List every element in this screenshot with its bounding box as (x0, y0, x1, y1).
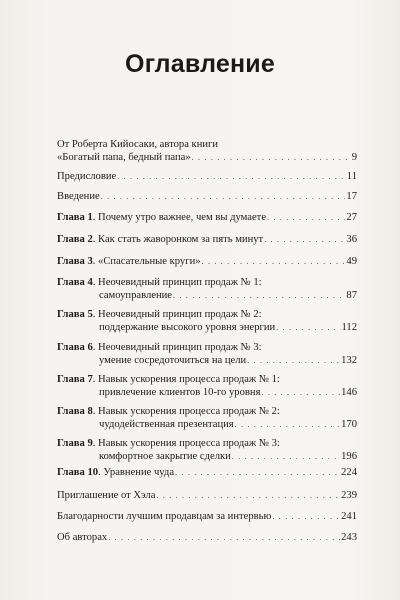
toc-page-number: 239 (341, 490, 357, 501)
chapter-number: Глава 9 (57, 438, 93, 449)
toc-entry-text: . Навык ускорения процесса продаж № 3: (92, 438, 280, 449)
toc-entry-text: От Роберта Кийосаки, автора книги (57, 139, 219, 150)
toc-entry-text: . Уравнение чуда (98, 467, 175, 478)
dot-leader (272, 511, 340, 524)
toc-entry-text: Благодарности лучшим продавцам за интервью (57, 511, 272, 522)
toc-entry-text: . Неочевидный принцип продаж № 2: (92, 309, 262, 320)
chapter-number: Глава 5 (57, 309, 93, 320)
dot-leader (247, 355, 340, 368)
toc-entry-text: привлечение клиентов 10-го уровня (99, 386, 261, 398)
toc-entry-chapter-3[interactable] (57, 256, 357, 269)
dot-leader (156, 490, 340, 503)
chapter-number: Глава 3 (57, 256, 93, 267)
toc-entry-text: . Как стать жаворонком за пять минут (92, 234, 264, 245)
toc-page-number: 9 (351, 151, 357, 163)
toc-page-number: 224 (341, 467, 357, 478)
toc-entry-chapter-1[interactable] (57, 212, 357, 225)
toc-entry-text: самоуправление (99, 289, 172, 301)
toc-entry-chapter-7[interactable] (57, 374, 357, 400)
dot-leader (117, 171, 346, 184)
toc-entry-text: «Богатый папа, бедный папа» (57, 151, 191, 163)
toc-page-number: 243 (341, 532, 357, 543)
dot-leader (101, 191, 346, 204)
toc-page-number: 36 (346, 234, 357, 245)
chapter-number: Глава 10 (57, 467, 99, 478)
chapter-number: Глава 6 (57, 342, 93, 353)
chapter-number: Глава 4 (57, 277, 93, 288)
toc-entry-chapter-2[interactable] (57, 234, 357, 247)
toc-page-number: 241 (341, 511, 357, 522)
toc-entry-text: умение сосредоточиться на цели (99, 354, 247, 366)
dot-leader (173, 290, 345, 303)
toc-entry-acknowledgements[interactable] (57, 511, 357, 524)
dot-leader (235, 419, 340, 432)
toc-page-number: 170 (341, 418, 357, 430)
toc-entry-text: . Навык ускорения процесса продаж № 2: (92, 406, 280, 417)
toc-entry-text: Об авторах (57, 532, 108, 543)
dot-leader (261, 387, 340, 400)
toc-entry-introduction[interactable] (57, 191, 357, 204)
toc-entry-chapter-10[interactable] (57, 467, 357, 480)
toc-entry-text: поддержание высокого уровня энергии (99, 321, 276, 333)
toc-entry-text: . Неочевидный принцип продаж № 3: (92, 342, 262, 353)
chapter-number: Глава 8 (57, 406, 93, 417)
toc-page-number: 146 (341, 386, 357, 398)
dot-leader (202, 256, 346, 269)
toc-page-number: 11 (346, 171, 357, 182)
toc-entry-text: чудодейственная презентация (99, 418, 234, 430)
toc-page-number: 49 (346, 256, 357, 267)
toc-entry-chapter-8[interactable] (57, 406, 357, 432)
toc-entry-foreword-kiyosaki[interactable] (57, 139, 357, 165)
toc-entry-text: . Навык ускорения процесса продаж № 1: (92, 374, 280, 385)
page-title: Оглавление (125, 50, 275, 78)
toc-entry-text: Предисловие (57, 171, 117, 182)
dot-leader (175, 467, 340, 480)
toc-page-number: 87 (346, 289, 357, 301)
dot-leader (232, 451, 340, 464)
chapter-number: Глава 7 (57, 374, 93, 385)
toc-page-number: 196 (341, 450, 357, 462)
toc-page-number: 17 (346, 191, 357, 202)
chapter-number: Глава 2 (57, 234, 93, 245)
toc-page-number: 27 (346, 212, 357, 223)
toc-entry-text: . Неочевидный принцип продаж № 1: (92, 277, 262, 288)
dot-leader (108, 532, 340, 545)
toc-entry-chapter-4[interactable] (57, 277, 357, 303)
toc-entry-text: комфортное закрытие сделки (99, 450, 231, 462)
dot-leader (192, 152, 351, 165)
toc-entry-text: Приглашение от Хэла (57, 490, 156, 501)
toc-entry-text: Введение (57, 191, 100, 202)
dot-leader (264, 234, 345, 247)
toc-entry-about-authors[interactable] (57, 532, 357, 545)
toc-entry-invitation[interactable] (57, 490, 357, 503)
toc-entry-chapter-6[interactable] (57, 342, 357, 368)
toc-entry-preface[interactable] (57, 171, 357, 184)
toc-page-number: 132 (341, 354, 357, 366)
toc-entry-chapter-5[interactable] (57, 309, 357, 335)
toc-page-number: 112 (341, 321, 357, 333)
dot-leader (267, 212, 345, 225)
chapter-number: Глава 1 (57, 212, 93, 223)
toc-entry-chapter-9[interactable] (57, 438, 357, 464)
dot-leader (276, 322, 340, 335)
toc-entry-text: . Почему утро важнее, чем вы думаете (92, 212, 267, 223)
toc-entry-text: . «Спасательные круги» (92, 256, 201, 267)
